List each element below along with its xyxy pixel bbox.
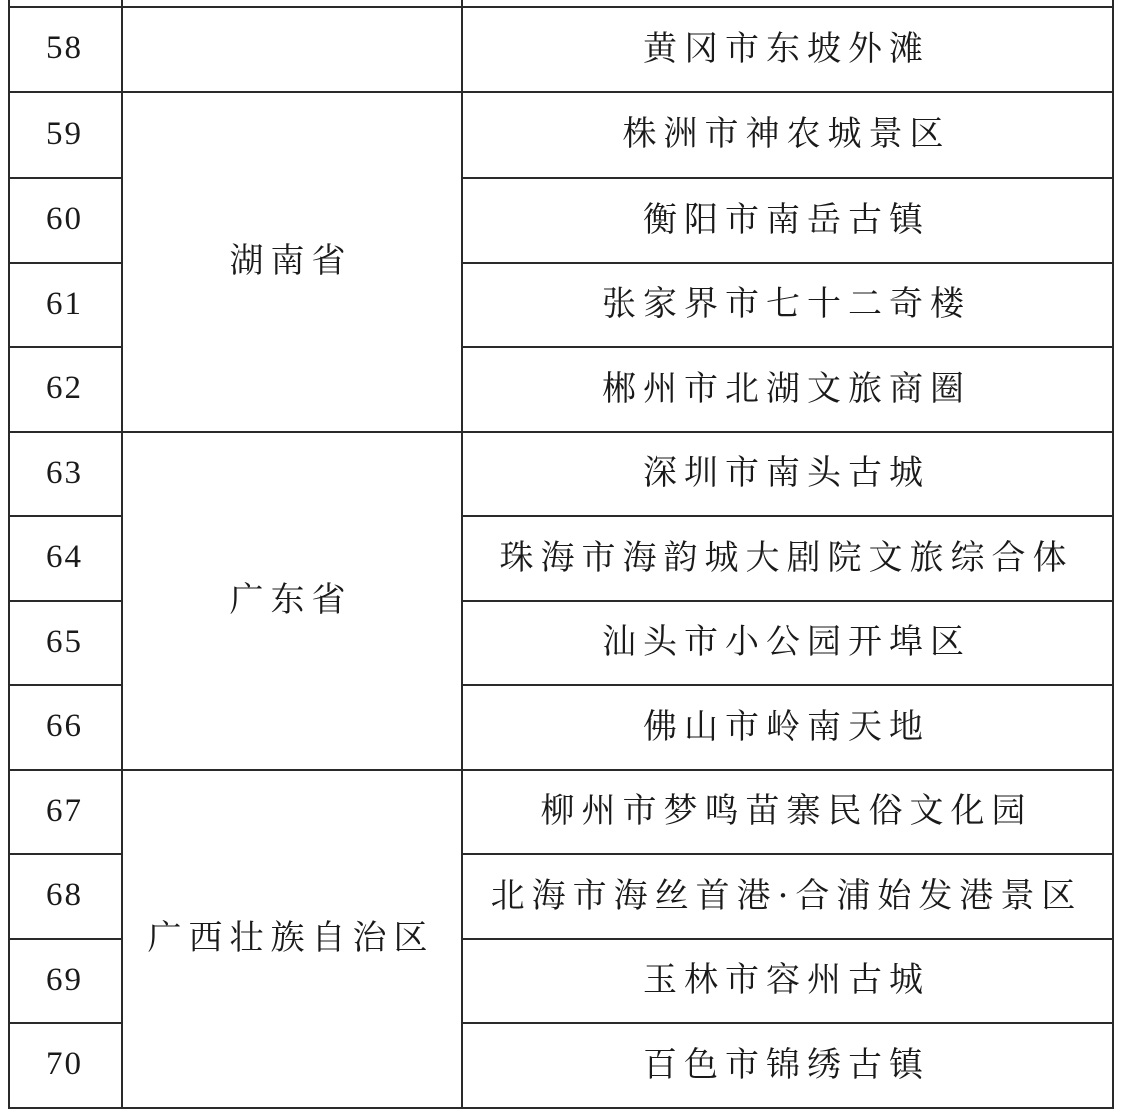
row-number: 69 xyxy=(46,961,83,998)
site-name: 衡阳市南岳古镇 xyxy=(643,199,930,240)
province-name: 广东省 xyxy=(229,580,353,620)
row-number: 67 xyxy=(46,792,83,829)
row-number: 70 xyxy=(46,1046,83,1082)
site-name: 百色市锦绣古镇 xyxy=(643,1044,930,1085)
row-number: 68 xyxy=(46,877,83,913)
province-name xyxy=(121,6,461,91)
site-name: 深圳市南头古城 xyxy=(643,453,930,493)
row-number: 66 xyxy=(46,708,83,744)
site-name: 柳州市梦鸣苗寨民俗文化园 xyxy=(540,791,1033,831)
site-name: 佛山市岭南天地 xyxy=(643,706,930,747)
row-number: 59 xyxy=(46,115,83,152)
site-name: 株洲市神农城景区 xyxy=(622,114,951,154)
row-number: 61 xyxy=(46,285,83,322)
row-number: 62 xyxy=(46,370,83,406)
site-name: 珠海市海韵城大剧院文旅综合体 xyxy=(499,537,1074,578)
row-number: 58 xyxy=(46,30,83,66)
row-number: 65 xyxy=(46,623,83,660)
row-number: 60 xyxy=(46,201,83,237)
row-divider-full xyxy=(8,1107,1114,1109)
site-name: 玉林市容州古城 xyxy=(643,960,930,1000)
row-number: 63 xyxy=(46,454,83,491)
province-name: 广西壮族自治区 xyxy=(147,918,435,958)
site-name: 北海市海丝首港·合浦始发港景区 xyxy=(490,875,1083,916)
site-name: 张家界市七十二奇楼 xyxy=(602,284,971,324)
province-name: 湖南省 xyxy=(229,241,353,281)
site-name: 黄冈市东坡外滩 xyxy=(643,28,930,69)
row-number: 64 xyxy=(46,539,83,575)
right-border xyxy=(1112,6,1114,1107)
site-name: 郴州市北湖文旅商圈 xyxy=(602,368,971,409)
site-name: 汕头市小公园开埠区 xyxy=(602,622,971,662)
